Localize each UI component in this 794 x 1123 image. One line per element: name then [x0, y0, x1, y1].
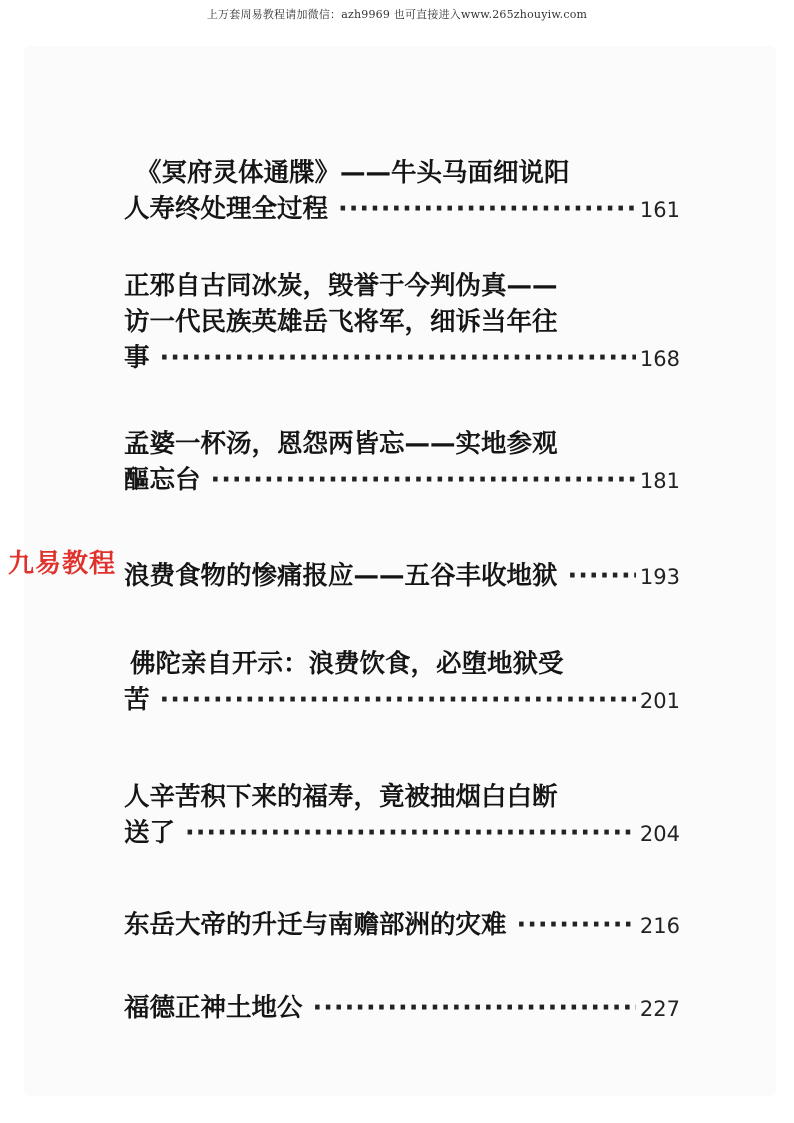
toc-entry-last-line — [124, 907, 680, 944]
toc-entry-title-line: 《冥府灵体通牒》——牛头马面细说阳 — [136, 158, 570, 188]
toc-entry — [124, 779, 680, 852]
toc-entry — [124, 155, 680, 228]
dot-leader — [211, 462, 636, 498]
toc-entry — [124, 268, 680, 377]
toc-entry-title-end: 醧忘台 — [124, 465, 201, 495]
toc-page-number: 201 — [639, 689, 680, 713]
toc-page-number: 181 — [639, 469, 680, 493]
dot-leader — [160, 340, 636, 376]
toc-entry — [124, 907, 680, 944]
toc-entry-last-line — [124, 191, 680, 228]
toc-entry-last-line — [124, 682, 680, 719]
toc-page-number: 227 — [639, 997, 680, 1021]
toc-entry-title-line: 正邪自古同冰炭，毁誉于今判伪真—— — [124, 271, 558, 301]
toc-entry-title-end: 事 — [124, 343, 150, 373]
toc-entry-title-end: 东岳大帝的升迁与南赡部洲的灾难 — [124, 910, 507, 940]
toc-entry — [124, 646, 680, 719]
page-header: 上万套周易教程请加微信：azh9969 也可直接进入www.265zhouyiw.com — [206, 8, 588, 21]
dot-leader — [338, 191, 636, 227]
toc-page-number: 161 — [639, 198, 680, 222]
toc-entry-last-line — [124, 815, 680, 852]
dot-leader — [185, 815, 636, 851]
toc-entry-last-line — [124, 558, 680, 595]
toc-entry-title-end: 浪费食物的惨痛报应——五谷丰收地狱 — [124, 561, 558, 591]
toc-entry-title-end: 送了 — [124, 818, 176, 848]
dot-leader — [568, 558, 636, 594]
toc-entry-last-line — [124, 990, 680, 1027]
toc-entry-title-line: 孟婆一杯汤，恩怨两皆忘——实地参观 — [124, 429, 558, 459]
toc-entry-last-line — [124, 462, 680, 499]
toc-entry — [124, 558, 680, 595]
toc-entry-title-end: 人寿终处理全过程 — [124, 194, 329, 224]
toc-page-number: 216 — [639, 914, 680, 938]
watermark-logo: 九易教程 — [8, 549, 117, 579]
toc-entry — [124, 426, 680, 499]
toc-entry-title-line: 访一代民族英雄岳飞将军，细诉当年往 — [124, 307, 558, 337]
dot-leader — [313, 990, 636, 1026]
toc-page-number: 168 — [639, 347, 680, 371]
toc-entry-title-line: 佛陀亲自开示：浪费饮食，必堕地狱受 — [130, 649, 564, 679]
toc-entry-title-line: 人辛苦积下来的福寿，竟被抽烟白白断 — [124, 782, 558, 812]
toc-entry-title-end: 福德正神土地公 — [124, 993, 303, 1023]
toc-entry — [124, 990, 680, 1027]
toc-entry-title-end: 苦 — [124, 685, 150, 715]
dot-leader — [160, 682, 636, 718]
toc-page-number: 193 — [639, 565, 680, 589]
toc-entry-last-line — [124, 340, 680, 377]
dot-leader — [517, 907, 636, 943]
toc-page-number: 204 — [639, 822, 680, 846]
